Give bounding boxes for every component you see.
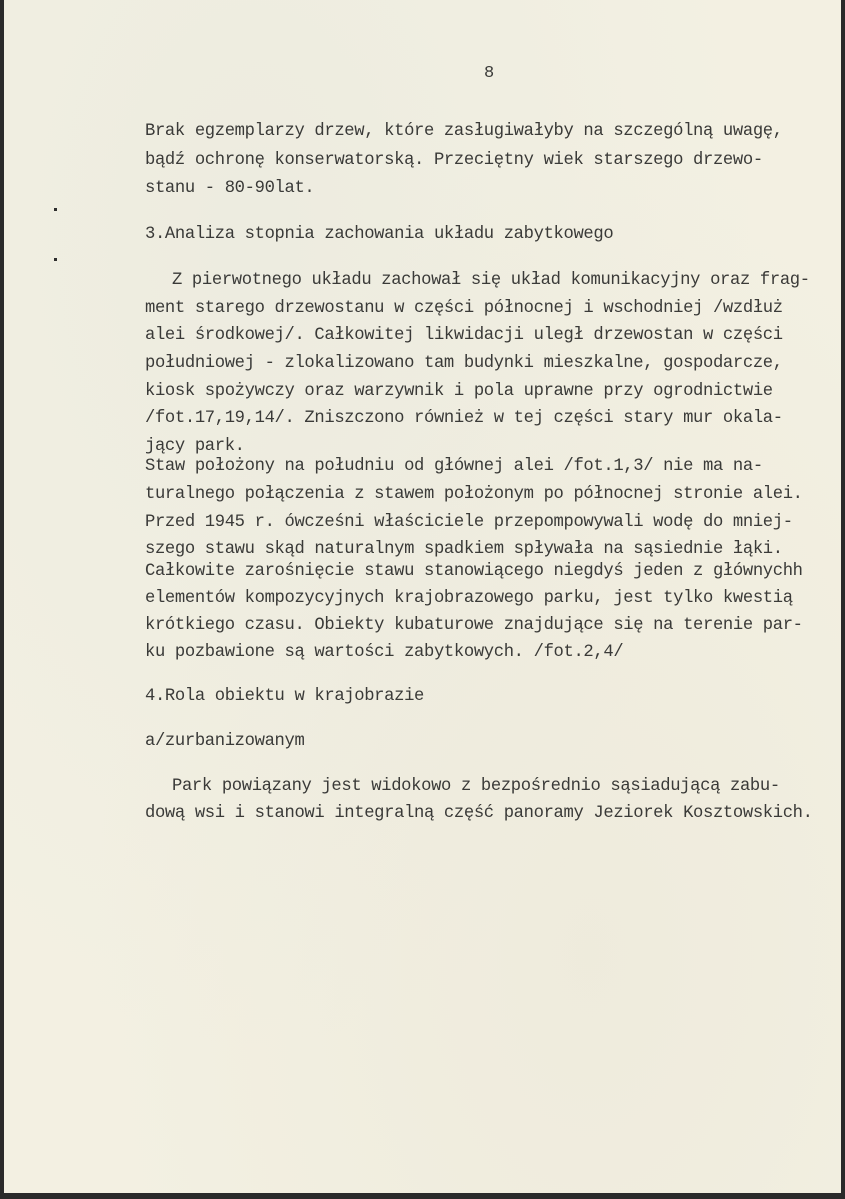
paragraph-line: szego stawu skąd naturalnym spadkiem spływała na sąsiednie łąki. — [145, 540, 783, 559]
paragraph-line: bądź ochronę konserwatorską. Przeciętny wiek starszego drzewo- — [145, 151, 763, 170]
paragraph-line: /fot.17,19,14/. Zniszczono również w tej części stary mur okala- — [145, 409, 783, 428]
page-number: 8 — [484, 64, 495, 83]
binding-hole-mark — [54, 208, 57, 211]
paragraph-line: Całkowite zarośnięcie stawu stanowiącego niegdyś jeden z głównychh — [145, 562, 803, 581]
paragraph-line: turalnego połączenia z stawem położonym po północnej stronie alei. — [145, 485, 803, 504]
paragraph-line: stanu - 80-90lat. — [145, 179, 315, 198]
section-heading-4: 4.Rola obiektu w krajobrazie — [145, 687, 424, 706]
paragraph-line: kiosk spożywczy oraz warzywnik i pola uprawne przy ogrodnictwie — [145, 382, 773, 401]
paragraph-line: jący park. — [145, 437, 245, 456]
subsection-heading-a: a/zurbanizowanym — [145, 732, 305, 751]
document-page — [4, 0, 841, 1193]
section-heading-3: 3.Analiza stopnia zachowania układu zabytkowego — [145, 225, 614, 244]
binding-hole-mark — [54, 258, 57, 261]
paragraph-line: Z pierwotnego układu zachował się układ komunikacyjny oraz frag- — [172, 271, 810, 290]
paragraph-line: ku pozbawione są wartości zabytkowych. /fot.2,4/ — [145, 643, 624, 662]
paragraph-line: krótkiego czasu. Obiekty kubaturowe znajdujące się na terenie par- — [145, 616, 803, 635]
paragraph-line: Przed 1945 r. ówcześni właściciele przepompowywali wodę do mniej- — [145, 513, 793, 532]
paragraph-line: ment starego drzewostanu w części północnej i wschodniej /wzdłuż — [145, 299, 783, 318]
paragraph-line: alei środkowej/. Całkowitej likwidacji uległ drzewostan w części — [145, 326, 783, 345]
paragraph-line: dową wsi i stanowi integralną część panoramy Jeziorek Kosztowskich. — [145, 804, 813, 823]
paragraph-line: Staw położony na południu od głównej alei /fot.1,3/ nie ma na- — [145, 457, 763, 476]
paragraph-line: elementów kompozycyjnych krajobrazowego parku, jest tylko kwestią — [145, 589, 793, 608]
paragraph-line: południowej - zlokalizowano tam budynki mieszkalne, gospodarcze, — [145, 354, 783, 373]
paragraph-line: Park powiązany jest widokowo z bezpośrednio sąsiadującą zabu- — [172, 777, 780, 796]
paragraph-line: Brak egzemplarzy drzew, które zasługiwałyby na szczególną uwagę, — [145, 122, 783, 141]
